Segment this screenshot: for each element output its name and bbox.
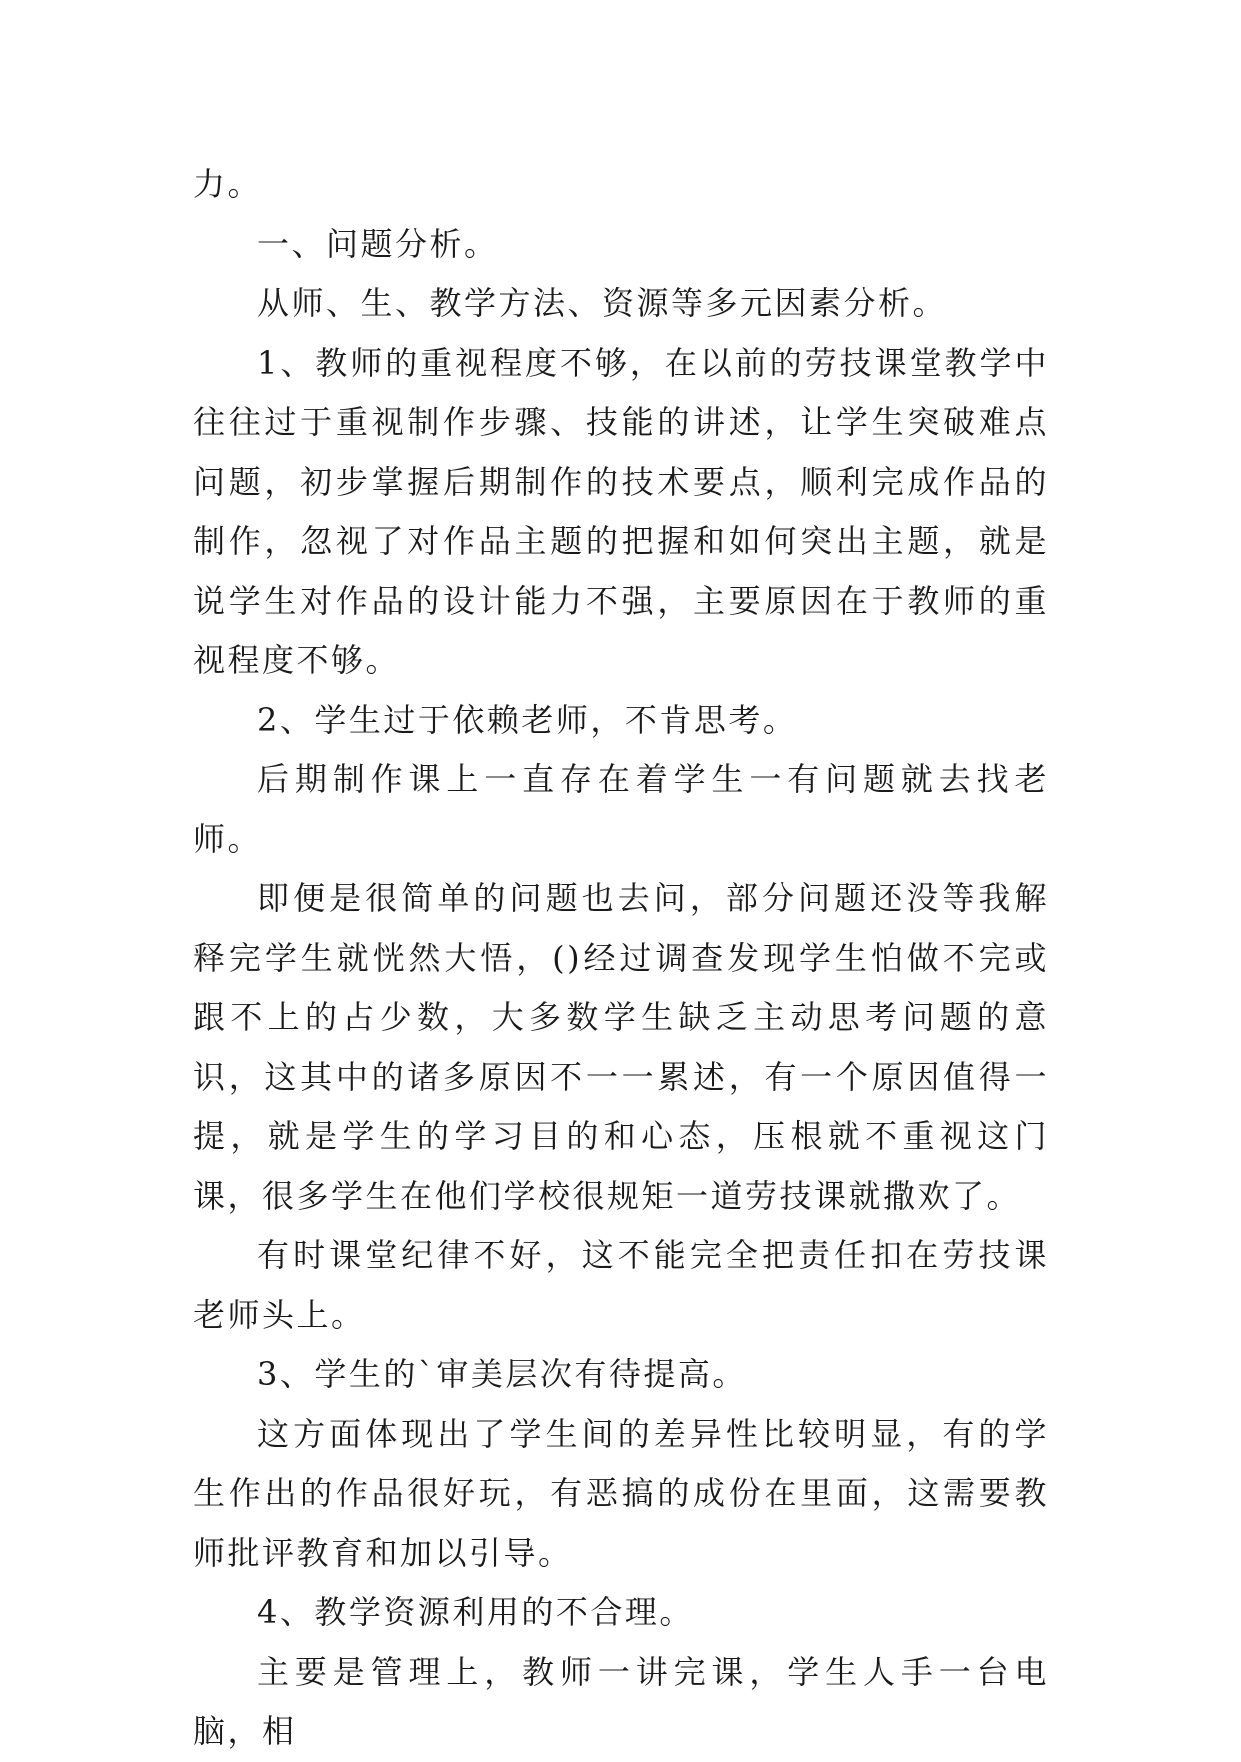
- paragraph-point-2-detail-b: 即便是很简单的问题也去问，部分问题还没等我解释完学生就恍然大悟，()经过调查发现学生怕做不完或跟不上的占少数，大多数学生缺乏主动思考问题的意识，这其中的诸多原因不一一累述，有一个原因值得一提，就是学生的学习目的和心态，压根就不重视这门课，很多学生在他们学校很规矩一道劳技课就撒欢了。: [193, 879, 1049, 1215]
- document-body: [193, 155, 1049, 1762]
- paragraph-point-1: 1、教师的重视程度不够，在以前的劳技课堂教学中往往过于重视制作步骤、技能的讲述，让学生突破难点问题，初步掌握后期制作的技术要点，顺利完成作品的制作，忽视了对作品主题的把握和如何突出主题，就是说学生对作品的设计能力不强，主要原因在于教师的重视程度不够。: [193, 343, 1049, 679]
- paragraph-point-3-detail: 这方面体现出了学生间的差异性比较明显，有的学生作出的作品很好玩，有恶搞的成份在里面，这需要教师批评教育和加以引导。: [193, 1414, 1049, 1572]
- paragraph-point-2: 2、学生过于依赖老师，不肯思考。: [257, 700, 798, 739]
- paragraph-point-4-detail: 主要是管理上，教师一讲完课，学生人手一台电脑，相: [193, 1652, 1049, 1750]
- paragraph-point-4: 4、教学资源利用的不合理。: [257, 1593, 694, 1631]
- paragraph-point-2-detail-a: 后期制作课上一直存在着学生一有问题就去找老师。: [193, 760, 1049, 858]
- paragraph-continuation: 力。: [193, 165, 263, 203]
- section-heading-problem-analysis: 一、问题分析。: [257, 224, 499, 263]
- paragraph-point-3: 3、学生的`审美层次有待提高。: [257, 1355, 747, 1393]
- paragraph-point-2-detail-c: 有时课堂纪律不好，这不能完全把责任扣在劳技课老师头上。: [193, 1236, 1049, 1334]
- paragraph-analysis-intro: 从师、生、教学方法、资源等多元因素分析。: [257, 284, 948, 322]
